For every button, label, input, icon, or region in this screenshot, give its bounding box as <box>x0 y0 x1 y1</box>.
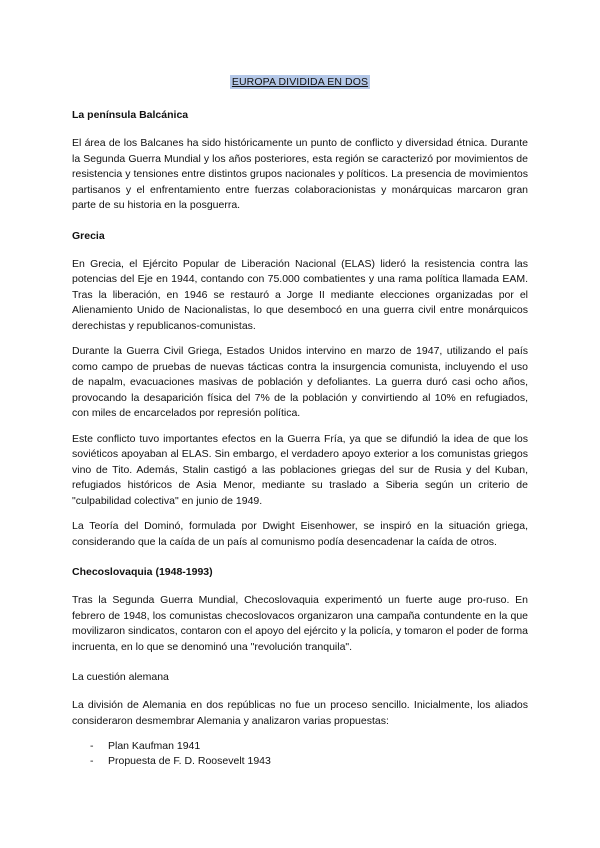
proposals-list <box>72 739 528 769</box>
document-title: EUROPA DIVIDIDA EN DOS <box>231 76 369 88</box>
paragraph: Durante la Guerra Civil Griega, Estados Unidos intervino en marzo de 1947, utilizando el país como campo de pruebas de nuevas tácticas contra la insurgencia comunista, incluyendo el uso de napalm, evacuaciones masivas de población y defoliantes. La guerra duró casi ocho años, provocando la desaparición física del 7% de la población y convirtiendo al 10% en refugiados, con miles de encarcelados por represión política. <box>72 345 528 419</box>
paragraph: La Teoría del Dominó, formulada por Dwight Eisenhower, se inspiró en la situación griega, considerando que la caída de un país al comunismo podía desencadenar la caída de otros. <box>72 520 528 548</box>
paragraph: El área de los Balcanes ha sido históricamente un punto de conflicto y diversidad étnica. Durante la Segunda Guerra Mundial y los años posteriores, esta región se caracterizó por movimientos de resistencia y tensiones entre distintos grupos nacionales y políticos. La presencia de movimientos partisanos y el enfrentamiento entre fuerzas colaboracionistas y monárquicas marcaron gran parte de su historia en la posguerra. <box>72 137 528 211</box>
section-heading: Grecia <box>72 229 105 242</box>
section-checoslovaquia <box>72 565 528 655</box>
paragraph: La división de Alemania en dos repúblicas no fue un proceso sencillo. Inicialmente, los aliados consideraron desmembrar Alemania y analizaron varias propuestas: <box>72 699 528 727</box>
section-balcanes <box>72 108 528 214</box>
paragraph: Tras la Segunda Guerra Mundial, Checoslovaquia experimentó un fuerte auge pro-ruso. En febrero de 1948, los comunistas checoslovacos organizaron una campaña contundente en la que movilizaron sindicatos, contaron con el apoyo del ejército y la policía, y tomaron el poder de forma incruenta, en lo que se denominó una "revolución tranquila". <box>72 594 528 653</box>
section-heading: La cuestión alemana <box>72 671 169 683</box>
paragraph: Este conflicto tuvo importantes efectos en la Guerra Fría, ya que se difundió la idea de que los soviéticos apoyaban al ELAS. Sin embargo, el verdadero apoyo exterior a los comunistas griegos vino de Tito. Además, Stalin castigó a las poblaciones griegas del sur de Rusia y del Kuban, refugiados históricos de Asia Menor, mediante su traslado a Siberia según un criterio de "culpabilidad colectiva" en junio de 1949. <box>72 432 528 507</box>
section-heading: Checoslovaquia (1948-1993) <box>72 566 213 578</box>
list-item <box>90 739 528 754</box>
list-dash: - <box>90 755 94 767</box>
list-item-text: Plan Kaufman 1941 <box>108 740 201 752</box>
section-cuestion-alemana <box>72 670 528 769</box>
list-item <box>90 754 528 769</box>
list-item-text: Propuesta de F. D. Roosevelt 1943 <box>108 755 271 767</box>
title-wrap <box>72 72 528 90</box>
section-heading: La península Balcánica <box>72 109 189 121</box>
list-dash: - <box>90 740 94 752</box>
section-grecia <box>72 229 528 551</box>
paragraph: En Grecia, el Ejército Popular de Liberación Nacional (ELAS) lideró la resistencia contra las potencias del Eje en 1944, contando con 75.000 combatientes y una rama política llamada EAM. Tras la liberación, en 1946 se restauró a Jorge II mediante elecciones organizadas por el Alienamiento Unido de Nacionalistas, lo que desembocó en una guerra civil entre monárquicos derechistas y republicanos-comunistas. <box>72 257 528 332</box>
